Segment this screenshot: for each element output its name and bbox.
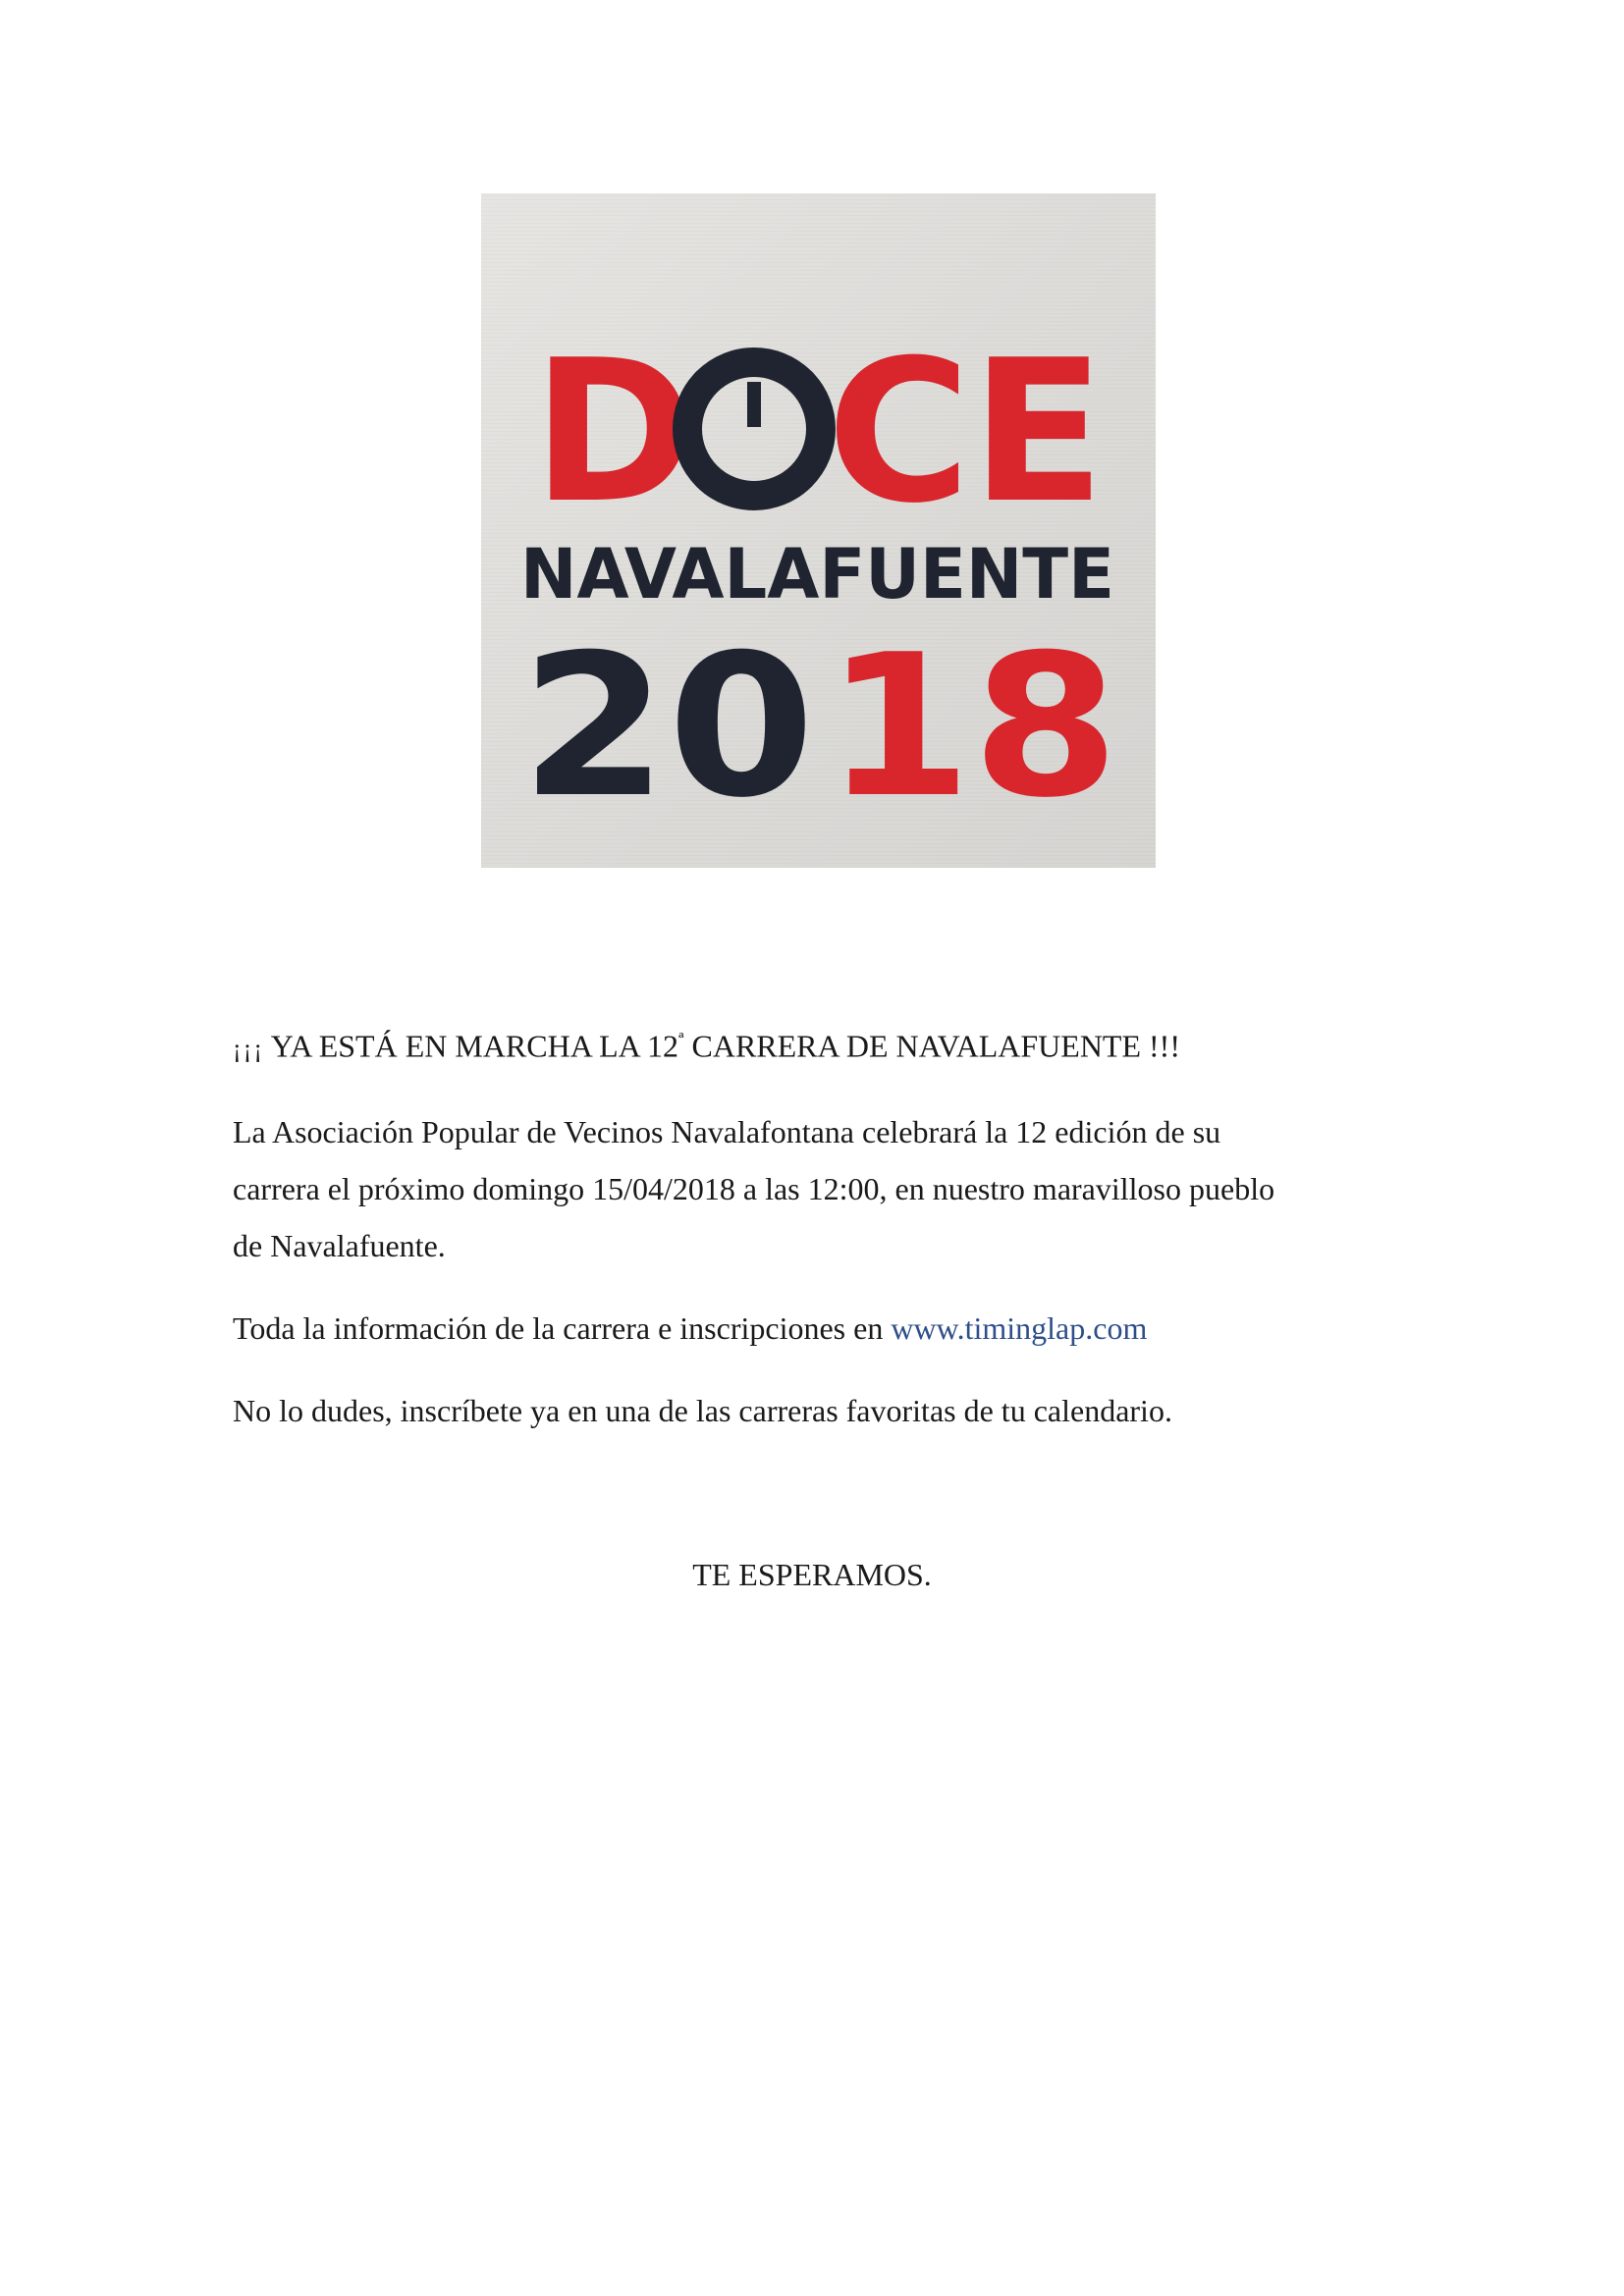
closing-line: TE ESPERAMOS.	[692, 1557, 932, 1592]
power-icon	[687, 362, 821, 496]
logo-graphic	[481, 193, 1156, 868]
paragraph-info	[233, 1300, 1391, 1357]
paragraph-line: de Navalafuente.	[233, 1227, 446, 1263]
logo-year-red: 18	[825, 613, 1119, 841]
headline-text: YA ESTÁ EN MARCHA LA 12	[263, 1028, 678, 1064]
headline	[233, 1011, 1391, 1078]
info-text: Toda la información de la carrera e inscripciones en	[233, 1309, 892, 1346]
paragraph-line: La Asociación Popular de Vecinos Navalafontana celebrará la 12 edición de su	[233, 1113, 1221, 1149]
event-logo	[481, 193, 1156, 868]
logo-letters-ce: CE	[827, 318, 1106, 547]
headline-suffix: CARRERA DE NAVALAFUENTE !!!	[683, 1028, 1180, 1064]
paragraph-invite: No lo dudes, inscríbete ya en una de las carreras favoritas de tu calendario.	[233, 1392, 1172, 1428]
headline-ordinal: ª	[677, 1029, 684, 1050]
logo-year-dark: 20	[520, 613, 815, 841]
registration-link[interactable]: www.timinglap.com	[891, 1309, 1148, 1346]
paragraph-line: carrera el próximo domingo 15/04/2018 a las 12:00, en nuestro maravilloso pueblo	[233, 1170, 1275, 1206]
headline-prefix: ¡¡¡	[233, 1034, 264, 1063]
logo-town-name: NAVALAFUENTE	[520, 534, 1114, 614]
logo-letter-d: D	[532, 318, 696, 547]
paragraph-event-details	[233, 1103, 1391, 1274]
announcement-body	[233, 1011, 1391, 1465]
